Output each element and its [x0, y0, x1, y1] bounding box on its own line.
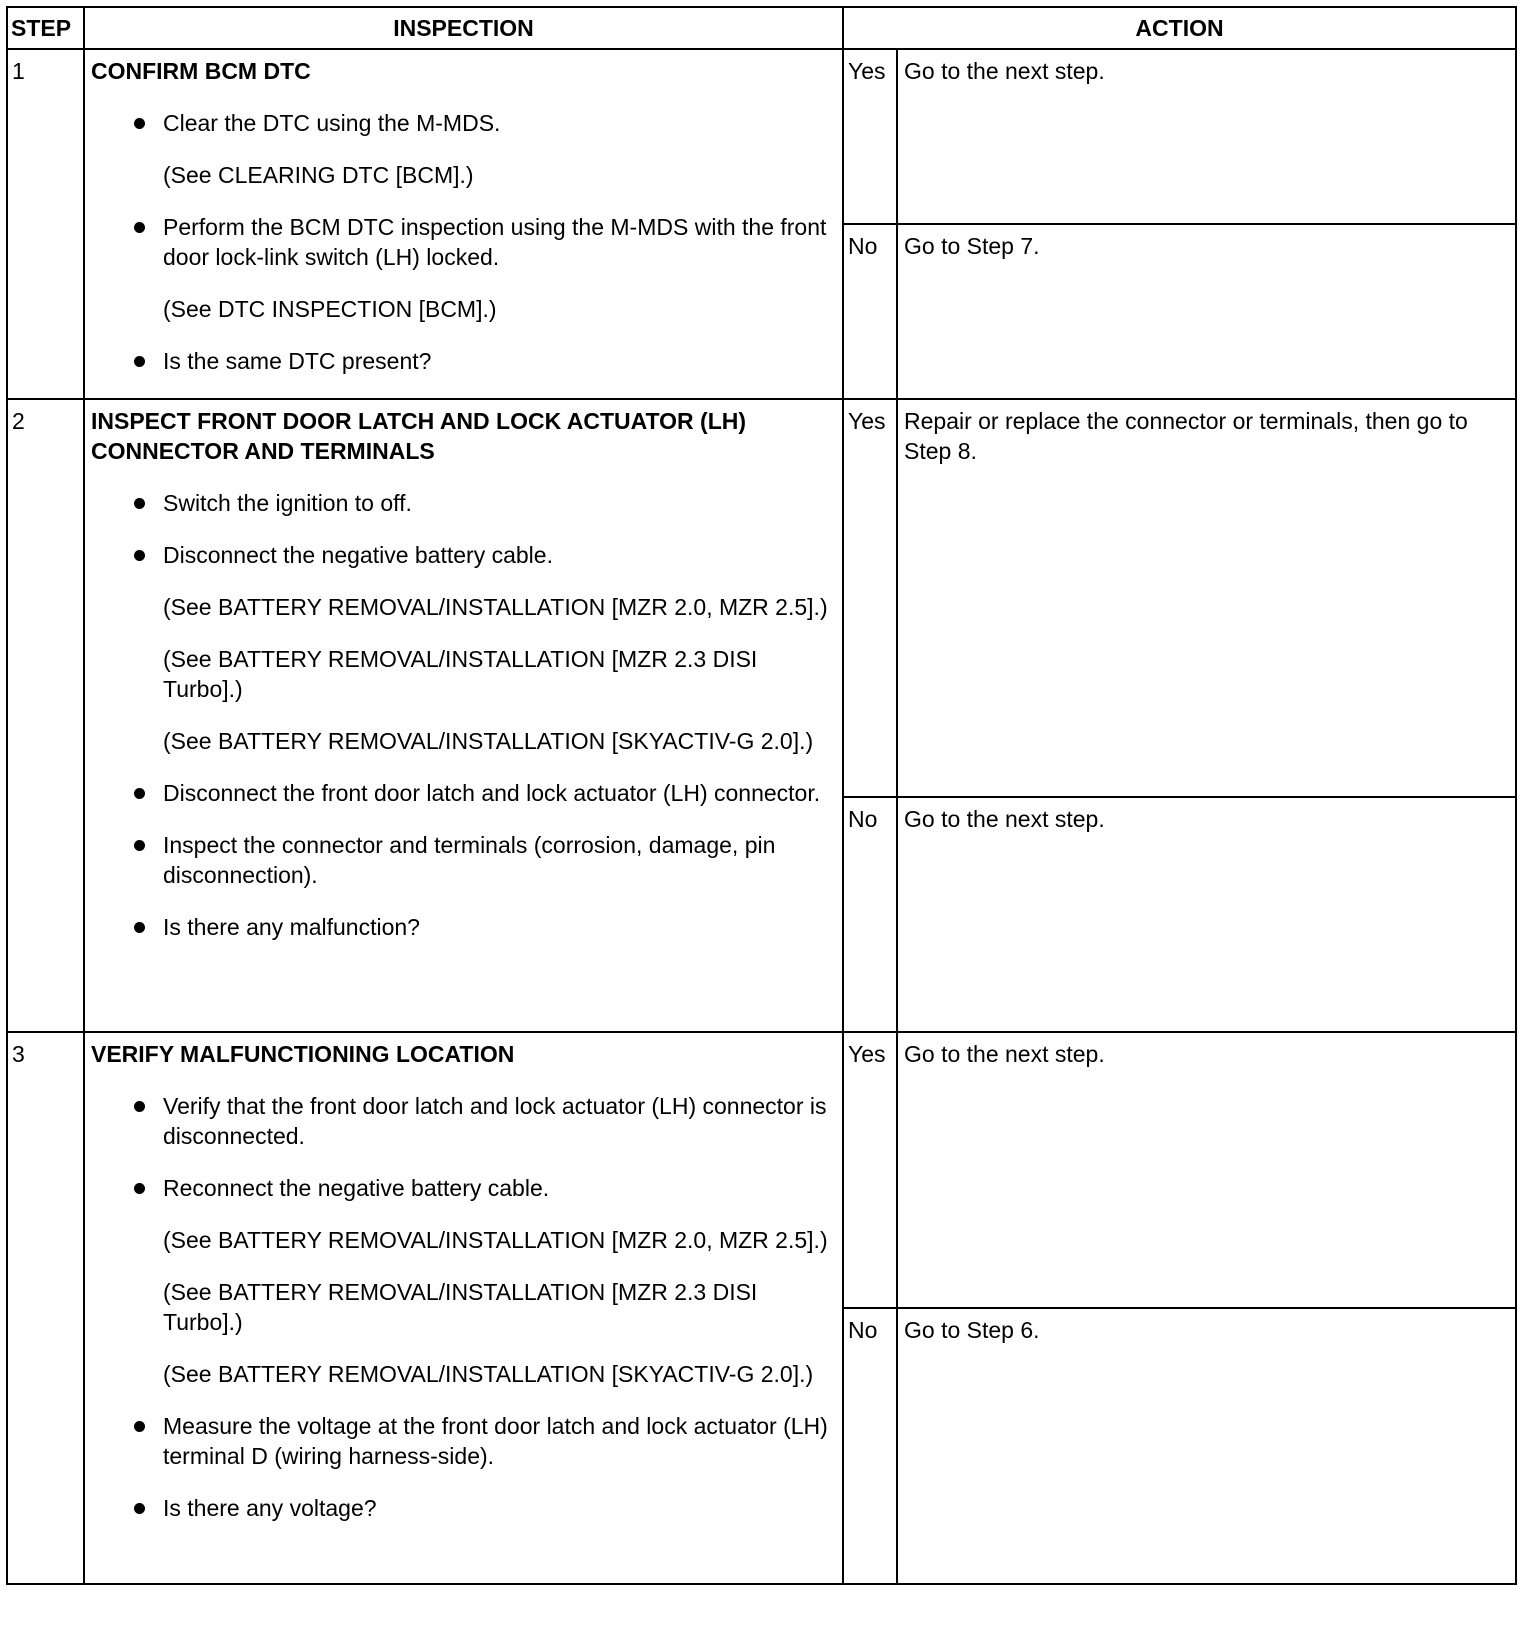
yes-action: Repair or replace the connector or terminals, then go to Step 8.	[904, 408, 1468, 464]
step-1-number-cell	[7, 49, 84, 399]
reference-note: (See BATTERY REMOVAL/INSTALLATION [MZR 2.3 DISI Turbo].)	[163, 1279, 758, 1335]
no-label: No	[848, 233, 878, 259]
step-3-number-cell	[7, 1032, 84, 1584]
yes-action: Go to the next step.	[904, 1041, 1105, 1067]
step-1-yes-row	[7, 49, 1516, 224]
step-title: VERIFY MALFUNCTIONING LOCATION	[91, 1041, 515, 1067]
step-1-inspection-cell	[84, 49, 843, 399]
diagnostic-table	[6, 6, 1517, 1585]
step-3-inspection-cell	[84, 1032, 843, 1584]
no-label-cell	[843, 224, 897, 399]
step-title: CONFIRM BCM DTC	[91, 58, 311, 84]
no-label: No	[848, 1317, 878, 1343]
yes-action: Go to the next step.	[904, 58, 1105, 84]
inspection-question: Is there any malfunction?	[91, 912, 832, 942]
step-2-yes-row	[7, 399, 1516, 797]
yes-label: Yes	[848, 408, 886, 434]
inspection-bullet: Verify that the front door latch and lock actuator (LH) connector is disconnected.	[91, 1091, 832, 1151]
inspection-column-header: INSPECTION	[84, 7, 843, 49]
no-action: Go to Step 7.	[904, 233, 1040, 259]
inspection-bullet: Inspect the connector and terminals (corrosion, damage, pin disconnection).	[91, 830, 832, 890]
step-2-number-cell	[7, 399, 84, 1032]
reference-note: (See BATTERY REMOVAL/INSTALLATION [SKYACTIV-G 2.0].)	[163, 1361, 814, 1387]
inspection-bullet: Disconnect the negative battery cable.	[91, 540, 832, 570]
inspection-bullet: Clear the DTC using the M-MDS.	[91, 108, 832, 138]
no-action: Go to the next step.	[904, 806, 1105, 832]
inspection-question: Is there any voltage?	[91, 1493, 832, 1523]
no-action-cell	[897, 1308, 1516, 1584]
reference-note: (See BATTERY REMOVAL/INSTALLATION [MZR 2.0, MZR 2.5].)	[163, 594, 828, 620]
inspection-bullet: Disconnect the front door latch and lock actuator (LH) connector.	[91, 778, 832, 808]
yes-action-cell	[897, 399, 1516, 797]
step-3-yes-row	[7, 1032, 1516, 1308]
step-title: INSPECT FRONT DOOR LATCH AND LOCK ACTUATOR (LH) CONNECTOR AND TERMINALS	[91, 408, 747, 464]
reference-note: (See BATTERY REMOVAL/INSTALLATION [MZR 2.0, MZR 2.5].)	[163, 1227, 828, 1253]
reference-note: (See BATTERY REMOVAL/INSTALLATION [MZR 2.3 DISI Turbo].)	[163, 646, 758, 702]
step-2-inspection-cell	[84, 399, 843, 1032]
inspection-bullet: Measure the voltage at the front door latch and lock actuator (LH) terminal D (wiring harness-side).	[91, 1411, 832, 1471]
no-action: Go to Step 6.	[904, 1317, 1040, 1343]
yes-action-cell	[897, 49, 1516, 224]
yes-label-cell	[843, 1032, 897, 1308]
reference-note: (See CLEARING DTC [BCM].)	[163, 162, 474, 188]
yes-label: Yes	[848, 1041, 886, 1067]
reference-note: (See DTC INSPECTION [BCM].)	[163, 296, 497, 322]
no-label: No	[848, 806, 878, 832]
step-column-header: STEP	[7, 7, 84, 49]
no-action-cell	[897, 797, 1516, 1032]
no-action-cell	[897, 224, 1516, 399]
step-number: 1	[12, 58, 25, 84]
inspection-question: Is the same DTC present?	[91, 346, 832, 376]
step-number: 3	[12, 1041, 25, 1067]
action-column-header: ACTION	[843, 7, 1516, 49]
inspection-bullet: Switch the ignition to off.	[91, 488, 832, 518]
step-number: 2	[12, 408, 25, 434]
no-label-cell	[843, 1308, 897, 1584]
no-label-cell	[843, 797, 897, 1032]
yes-action-cell	[897, 1032, 1516, 1308]
yes-label-cell	[843, 49, 897, 224]
inspection-bullet: Perform the BCM DTC inspection using the M-MDS with the front door lock-link switch (LH) locked.	[91, 212, 832, 272]
yes-label: Yes	[848, 58, 886, 84]
yes-label-cell	[843, 399, 897, 797]
reference-note: (See BATTERY REMOVAL/INSTALLATION [SKYACTIV-G 2.0].)	[163, 728, 814, 754]
inspection-bullet: Reconnect the negative battery cable.	[91, 1173, 832, 1203]
header-row	[7, 7, 1516, 49]
